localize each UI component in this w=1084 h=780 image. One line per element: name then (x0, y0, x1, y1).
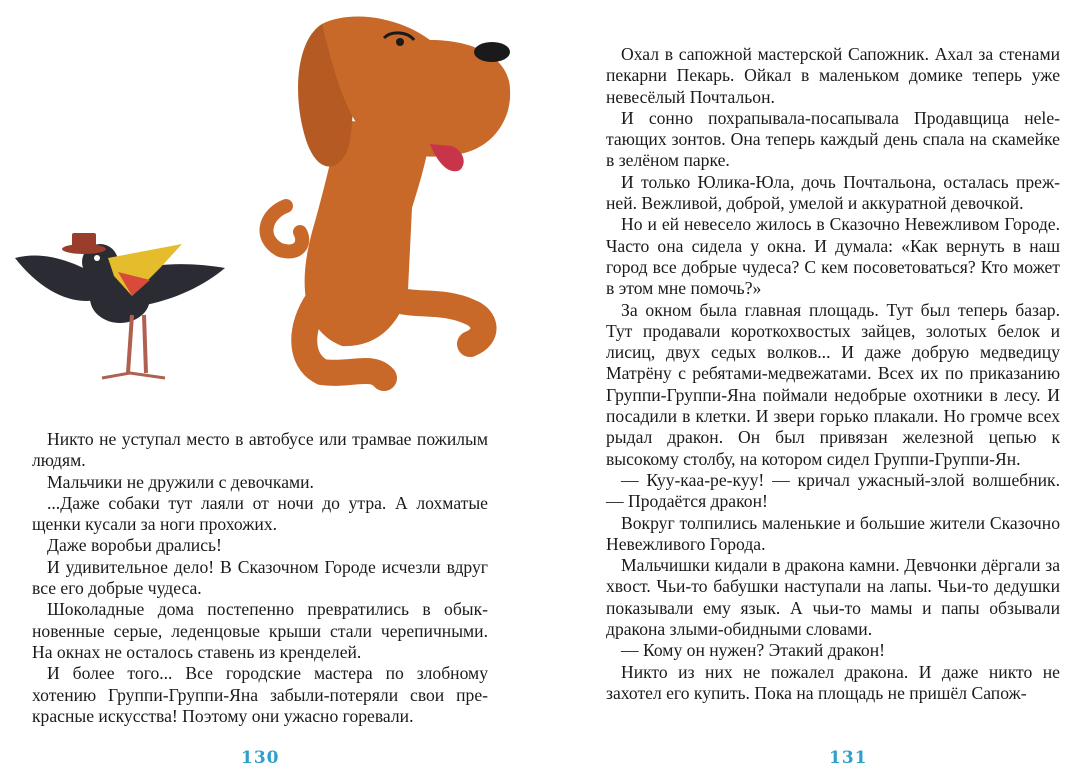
paragraph: И удивительное дело! В Сказочном Городе исчезли вдруг все его добрые чудеса. (32, 556, 488, 599)
paragraph: И сонно похрапывала-посапывала Продавщица нeleтающих зонтов. Она теперь каждый день спала на скамейке в зелёном парке. (606, 107, 1060, 171)
paragraph: Но и ей невесело жилось в Сказочно Невежливом Городе. Часто она сидела у окна. И думала: «Как вернуть в наш город все добрые чудеса? С кем посоветоваться? Кто может в этом мне помочь?» (606, 214, 1060, 299)
page-number: 131 (829, 748, 868, 768)
paragraph: Никто из них не пожалел дракона. И даже никто не захотел его купить. Пока на площадь не пришёл Сапож- (606, 661, 1060, 703)
paragraph: И только Юлика-Юла, дочь Почтальона, осталась прежней. Вежливой, доброй, умелой и аккуратной девочкой. (606, 171, 1060, 214)
paragraph: — Кому он нужен? Этакий дракон! (621, 640, 885, 661)
paragraph: Мальчишки кидали в дракона камни. Девчонки дёргали за хвост. Чьи-то бабушки наступали на лапы. Чьи-то дедушки показывали ему язык. А чьи-то мамы и папы обзывали дракона злыми-обидными словами. (606, 555, 1060, 640)
illustration-dog-and-crow (0, 0, 542, 410)
left-page-text (32, 429, 488, 727)
right-page-text (606, 44, 1060, 704)
paragraph: Вокруг толпились маленькие и большие жители Сказочно Невежливого Города. (606, 512, 1060, 554)
paragraph: Даже воробьи дрались! (47, 535, 222, 556)
paragraph: ...Даже собаки тут лаяли от ночи до утра. А лохматые щенки кусали за ноги прохожих. (32, 492, 488, 535)
paragraph: Мальчики не дружили с девочками. (47, 471, 314, 492)
paragraph: Охал в сапожной мастерской Сапожник. Ахал за стенами пекарни Пекарь. Ойкал в маленьком домике теперь уже невесёлый Почтальон. (606, 44, 1060, 107)
right-page (542, 0, 1084, 780)
page-number: 130 (241, 748, 280, 768)
crow-illustration (15, 233, 225, 378)
paragraph: Шоколадные дома постепенно превратились в обыкновенные серые, леденцовые крыши стали черепичными. На окнах не осталось ставень из кренделей. (32, 599, 488, 662)
paragraph: За окном была главная площадь. Тут был теперь базар. Тут продавали короткохвостых зайцев, золотых белок и лисиц, двух седых волков... И даже добрую медведицу Матрёну с ребятами-медвежатами. Всех их по приказанию Группи-Группи-Яна поймали недобрые охотники в лесу. И посадили в клетки. И звери горько плакали. Но громче всех рыдал дракон. Он был привязан железной цепью к высокому столбу, на котором сидел Группи-Группи-Ян. (606, 299, 1060, 469)
paragraph: — Куу-каа-ре-куу! — кричал ужасный-злой волшебник. — Продаётся дракон! (606, 469, 1060, 512)
paragraph: Никто не уступал место в автобусе или трамвае пожилым людям. (32, 429, 488, 471)
dog-illustration (267, 17, 511, 378)
paragraph: И более того... Все городские мастера по злобному хотению Группи-Группи-Яна забыли-потеряли свои прекрасные искусства! Поэтому они ужасно горевали. (32, 663, 488, 726)
